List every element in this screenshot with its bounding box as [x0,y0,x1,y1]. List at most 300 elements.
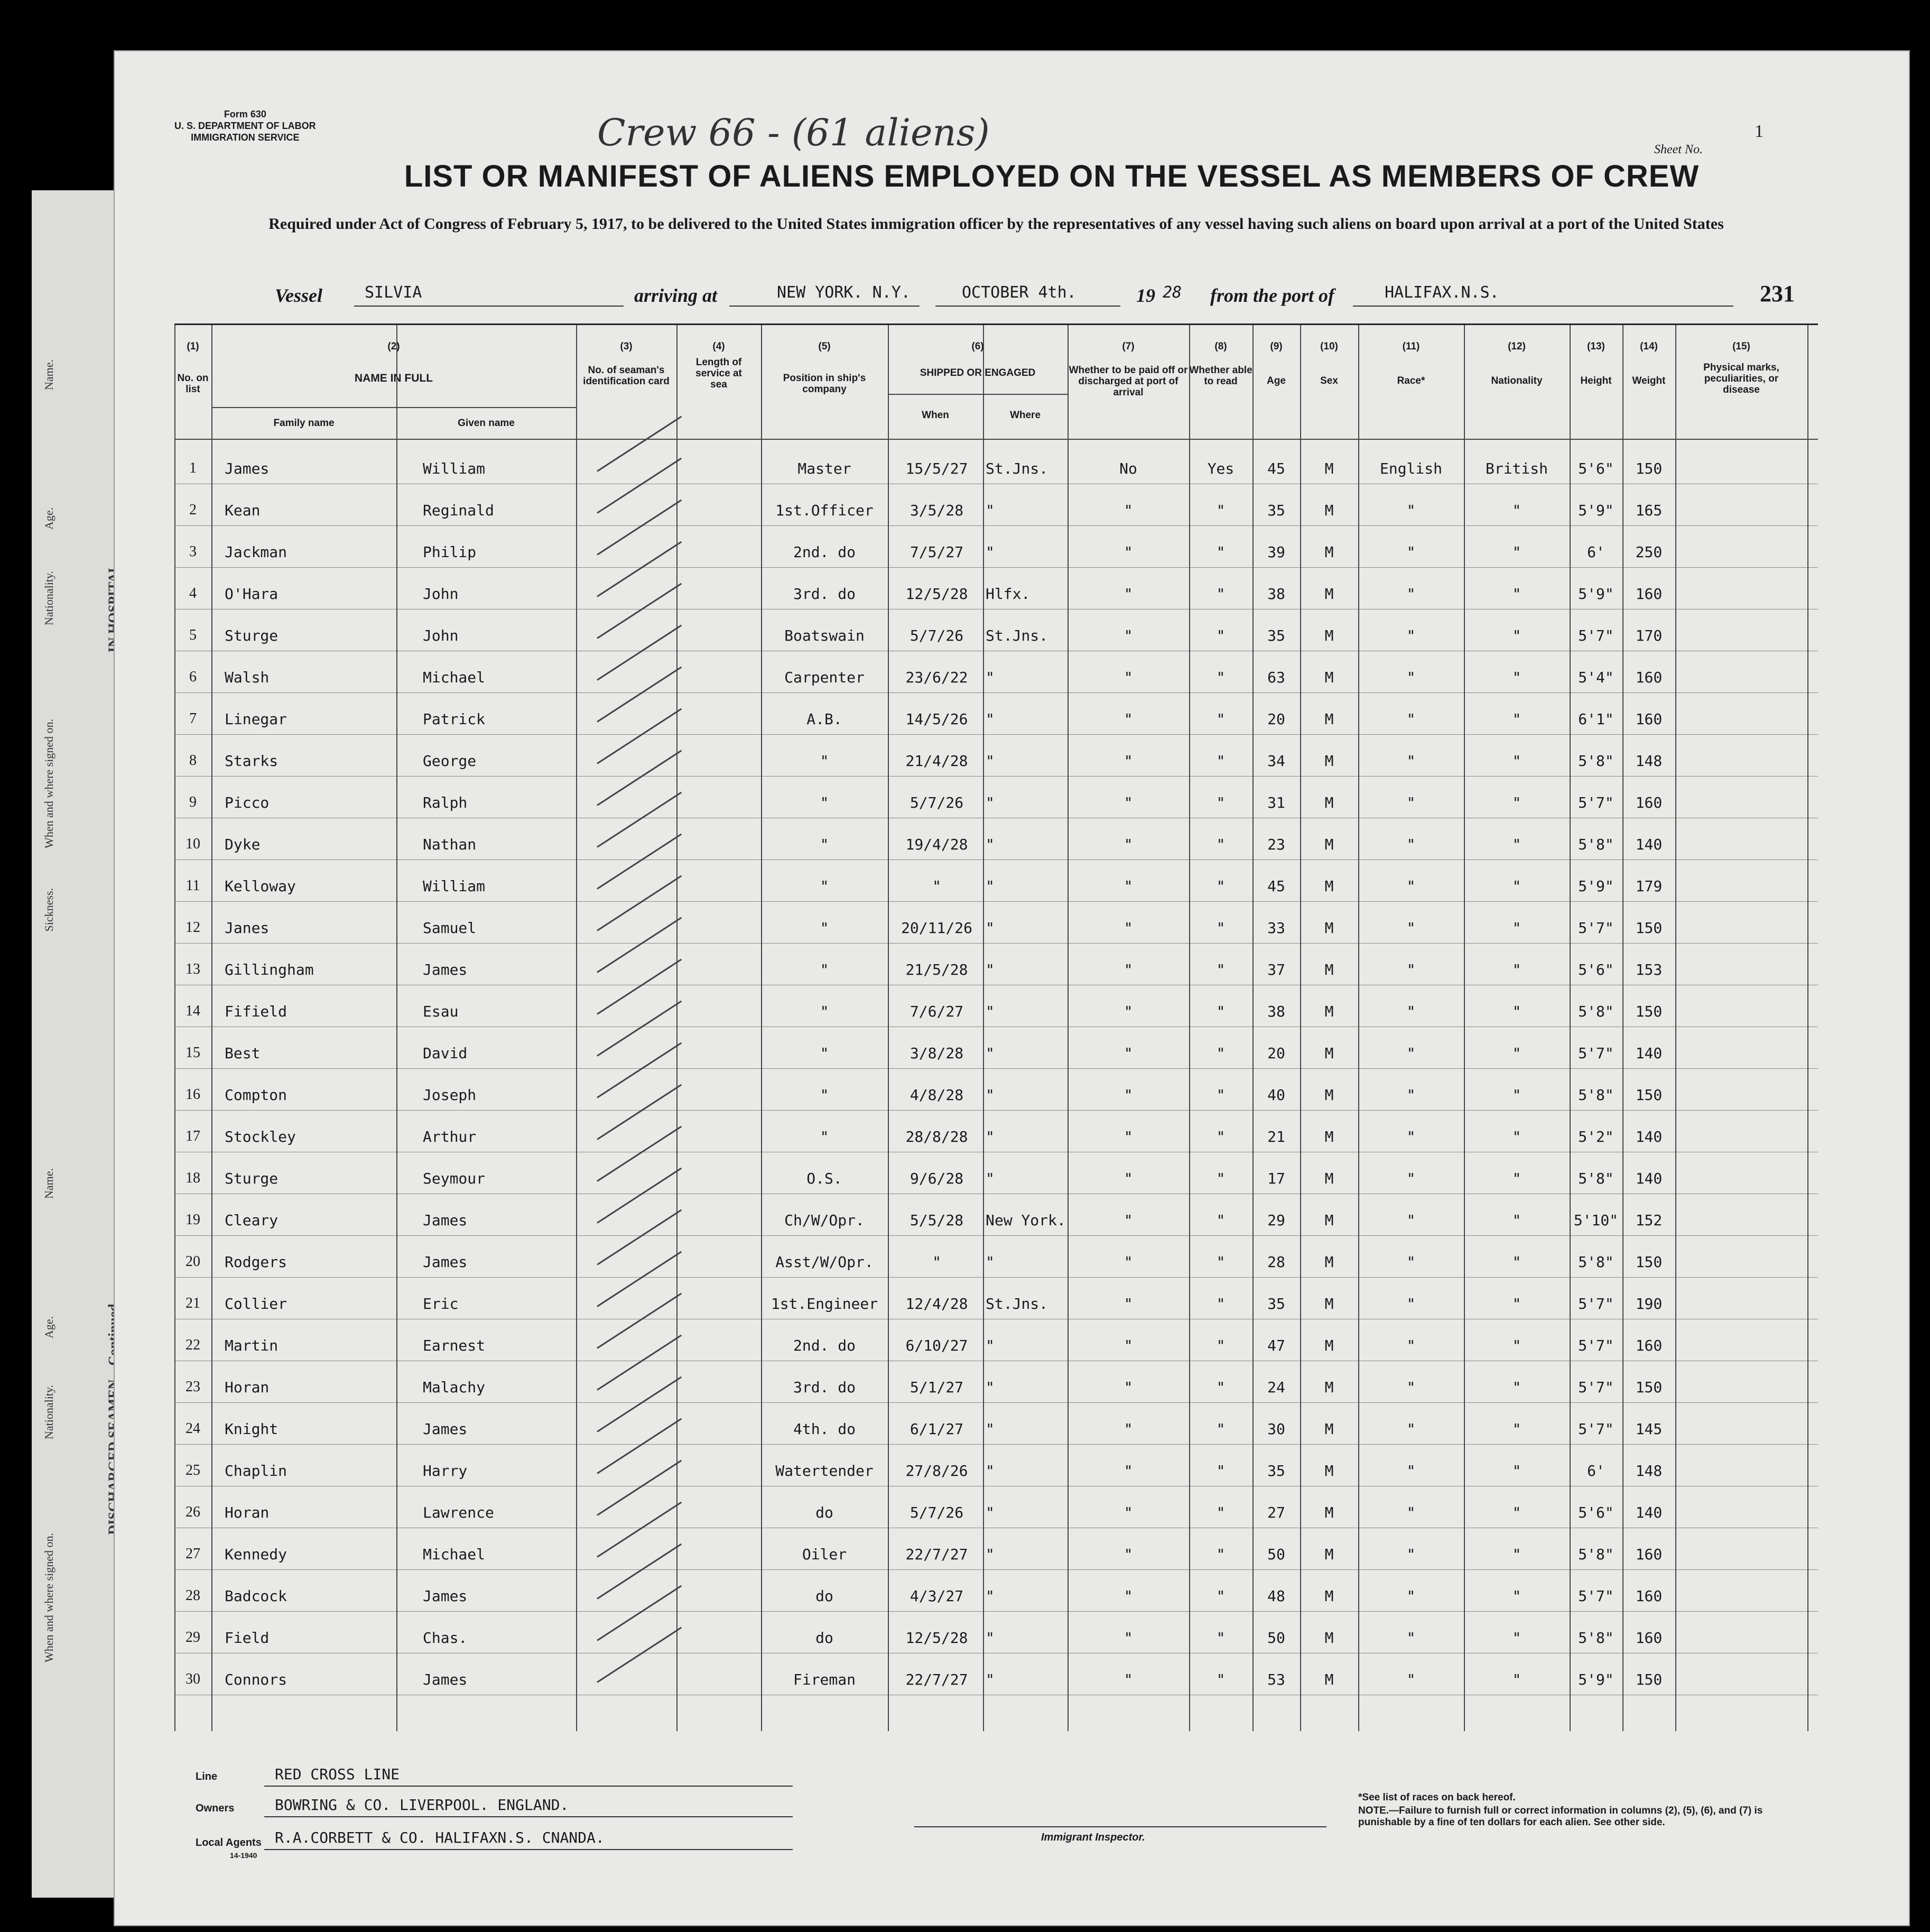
cell-race: " [1406,1170,1416,1187]
cell-no: 21 [185,1295,200,1311]
cell-where: St.Jns. [986,460,1048,477]
cell-race: " [1406,1044,1416,1062]
check-mark-icon [597,667,682,723]
cell-where: " [986,836,995,853]
cell-family: Kean [225,502,261,519]
col-11-number: (11) [1402,341,1420,352]
cell-read: " [1216,836,1226,853]
cell-family: Horan [225,1379,270,1396]
check-mark-icon [597,750,682,806]
cell-where: " [986,877,995,895]
column-divider [576,325,577,1731]
cell-height: 5'7" [1578,1295,1614,1312]
department: U. S. DEPARTMENT OF LABOR [174,121,316,131]
col-2-header: NAME IN FULL [354,372,433,384]
cell-where: " [986,1337,995,1354]
col-2b-header: Given name [458,418,515,429]
cell-age: 29 [1267,1212,1285,1229]
col-8-number: (8) [1214,341,1227,352]
cell-family: O'Hara [225,585,279,603]
cell-race: " [1406,1671,1416,1688]
cell-family: Picco [225,794,270,811]
cell-given: Eric [423,1295,459,1312]
cell-position: Oiler [802,1546,847,1563]
slip-age-label-2: Age. [42,1316,55,1339]
cell-race: " [1406,710,1416,728]
cell-no: 25 [185,1462,200,1478]
check-mark-icon [597,1209,682,1265]
cell-where: " [986,1044,995,1062]
cell-height: 5'7" [1578,1337,1614,1354]
cell-race: " [1406,1379,1416,1396]
cell-race: " [1406,1546,1416,1563]
cell-sex: M [1324,1671,1334,1688]
cell-sex: M [1324,1128,1334,1145]
col-2-number: (2) [387,341,400,352]
cell-given: Seymour [423,1170,486,1187]
cell-sex: M [1324,1212,1334,1229]
check-mark-icon [597,1502,682,1558]
cell-height: 5'8" [1578,836,1614,853]
cell-no: 23 [185,1379,200,1395]
cell-given: George [423,752,477,770]
cell-read: " [1216,1546,1226,1563]
check-mark-icon [597,959,682,1015]
cell-height: 5'8" [1578,1629,1614,1647]
cell-when: 5/7/26 [910,794,964,811]
cell-paid: " [1124,1253,1133,1271]
owners-value: BOWRING & CO. LIVERPOOL. ENGLAND. [275,1796,569,1814]
row-rule [174,1444,1818,1445]
check-mark-icon [597,500,682,556]
cell-family: Kennedy [225,1546,287,1563]
cell-paid: " [1124,1044,1133,1062]
cell-age: 40 [1267,1086,1285,1104]
cell-when: 6/10/27 [905,1337,968,1354]
cell-given: Arthur [423,1128,477,1145]
cell-given: Ralph [423,794,468,811]
form-number: Form 630 [224,109,266,119]
cell-when: 12/4/28 [905,1295,968,1312]
cell-paid: " [1124,669,1133,686]
cell-age: 28 [1267,1253,1285,1271]
cell-when: 21/5/28 [905,961,968,978]
cell-height: 5'9" [1578,502,1614,519]
service: IMMIGRATION SERVICE [191,132,300,143]
cell-position: 1st.Officer [775,502,874,519]
cell-race: " [1406,1420,1416,1438]
cell-height: 5'7" [1578,1379,1614,1396]
crew-table [174,323,1818,1731]
column-divider [1068,325,1069,1731]
cell-sex: M [1324,961,1334,978]
cell-height: 5'8" [1578,752,1614,770]
cell-family: Linegar [225,710,287,728]
cell-read: " [1216,1462,1226,1480]
cell-read: " [1216,669,1226,686]
cell-given: James [423,1587,468,1605]
cell-race: " [1406,794,1416,811]
check-mark-icon [597,875,682,931]
cell-where: " [986,1504,995,1521]
form-header [174,108,316,143]
cell-weight: 150 [1635,1379,1663,1396]
cell-family: Gillingham [225,961,314,978]
cell-sex: M [1324,1337,1334,1354]
cell-height: 6' [1587,543,1605,561]
cell-nat: " [1512,877,1521,895]
col-5-number: (5) [818,341,831,352]
cell-where: " [986,1086,995,1104]
cell-read: " [1216,1128,1226,1145]
cell-age: 35 [1267,1295,1285,1312]
cell-race: " [1406,1629,1416,1647]
row-rule [174,859,1818,860]
cell-family: Fifield [225,1003,287,1020]
cell-when: 3/5/28 [910,502,964,519]
cell-no: 16 [185,1086,200,1103]
cell-when: 4/3/27 [910,1587,964,1605]
cell-where: " [986,1587,995,1605]
cell-age: 20 [1267,710,1285,728]
check-mark-icon [597,1543,682,1600]
page-number: 231 [1760,281,1795,307]
cell-paid: No [1119,460,1137,477]
cell-where: " [986,919,995,937]
cell-nat: " [1512,1504,1521,1521]
cell-sex: M [1324,1504,1334,1521]
cell-height: 5'2" [1578,1128,1614,1145]
arrival-date: OCTOBER 4th. [962,283,1077,302]
col-9-number: (9) [1270,341,1283,352]
cell-nat: " [1512,1253,1521,1271]
cell-family: Chaplin [225,1462,287,1480]
slip-sickness-label: Sickness. [42,888,55,932]
sheet-number: 1 [1755,122,1764,141]
cell-position: 1st.Engineer [771,1295,878,1312]
sheet-label: Sheet No. [1654,143,1703,156]
cell-when: 5/5/28 [910,1212,964,1229]
header-subdivider [888,394,1068,395]
cell-position: A.B. [806,710,842,728]
col-15-header: Physical marks, peculiarities, or disease [1703,362,1779,395]
cell-where: " [986,502,995,519]
cell-height: 5'6" [1578,961,1614,978]
cell-position: Boatswain [784,627,865,644]
cell-sex: M [1324,836,1334,853]
cell-read: " [1216,1170,1226,1187]
cell-no: 4 [189,585,197,602]
cell-given: Joseph [423,1086,477,1104]
slip-age-label: Age. [42,507,55,530]
cell-where: " [986,1170,995,1187]
cell-height: 5'7" [1578,919,1614,937]
cell-family: Rodgers [225,1253,287,1271]
cell-nat: " [1512,669,1521,686]
cell-where: St.Jns. [986,1295,1048,1312]
cell-weight: 160 [1635,669,1663,686]
cell-position: do [815,1587,833,1605]
column-divider [1622,325,1623,1731]
cell-race: English [1379,460,1442,477]
cell-read: " [1216,1295,1226,1312]
slip-when-where-label: When and where signed on. [42,719,55,848]
from-port-label: from the port of [1210,285,1335,306]
cell-paid: " [1124,1629,1133,1647]
cell-paid: " [1124,502,1133,519]
column-divider [761,325,762,1731]
cell-age: 39 [1267,543,1285,561]
col-1-header: No. on list [177,373,209,395]
cell-position: " [820,961,829,978]
slip-name-label-2: Name. [42,1168,55,1199]
cell-nat: " [1512,794,1521,811]
cell-position: " [820,1003,829,1020]
col-6b-header: Where [1009,410,1041,421]
check-mark-icon [597,541,682,597]
cell-given: Michael [423,669,486,686]
row-rule [174,567,1818,568]
cell-sex: M [1324,794,1334,811]
cell-when: 22/7/27 [905,1671,968,1688]
cell-race: " [1406,502,1416,519]
cell-position: 4th. do [793,1420,856,1438]
col-8-header: Whether able to read [1189,365,1252,387]
col-6a-header: When [922,410,949,421]
check-mark-icon [597,1585,682,1641]
cell-family: Connors [225,1671,287,1688]
cell-where: " [986,1462,995,1480]
row-rule [174,1068,1818,1069]
cell-where: " [986,710,995,728]
col-12-number: (12) [1508,341,1526,352]
owners-label: Owners [196,1802,235,1814]
cell-sex: M [1324,543,1334,561]
arriving-port: NEW YORK. N.Y. [777,283,911,302]
cell-no: 9 [189,794,197,810]
cell-given: John [423,627,459,644]
cell-race: " [1406,919,1416,937]
cell-nat: " [1512,1086,1521,1104]
cell-position: 3rd. do [793,585,856,603]
cell-read: " [1216,502,1226,519]
cell-nat: " [1512,1212,1521,1229]
cell-paid: " [1124,1128,1133,1145]
cell-age: 45 [1267,877,1285,895]
cell-read: Yes [1207,460,1235,477]
cell-nat: " [1512,1337,1521,1354]
cell-no: 2 [189,502,197,518]
cell-read: " [1216,627,1226,644]
cell-family: Cleary [225,1212,279,1229]
cell-where: " [986,1629,995,1647]
cell-read: " [1216,710,1226,728]
cell-no: 13 [185,961,200,977]
cell-nat: " [1512,752,1521,770]
cell-height: 5'7" [1578,794,1614,811]
cell-given: Samuel [423,919,477,937]
vessel-name: SILVIA [365,283,422,302]
col-6-header: SHIPPED OR ENGAGED [920,367,1036,378]
cell-when: " [932,877,941,895]
cell-paid: " [1124,1337,1133,1354]
cell-sex: M [1324,627,1334,644]
cell-race: " [1406,836,1416,853]
cell-height: 5'10" [1573,1212,1619,1229]
cell-family: Dyke [225,836,261,853]
cell-given: Philip [423,543,477,561]
cell-position: " [820,919,829,937]
cell-age: 48 [1267,1587,1285,1605]
cell-no: 18 [185,1170,200,1186]
row-rule [174,734,1818,735]
cell-no: 11 [185,877,200,894]
col-5-header: Position in ship's company [783,373,866,395]
cell-given: James [423,1420,468,1438]
cell-sex: M [1324,1546,1334,1563]
cell-sex: M [1324,919,1334,937]
cell-no: 28 [185,1587,200,1604]
column-divider [1675,325,1676,1731]
row-rule [174,692,1818,693]
cell-no: 15 [185,1044,200,1061]
cell-weight: 165 [1635,502,1663,519]
col-12-header: Nationality [1491,375,1543,386]
cell-no: 30 [185,1671,200,1687]
cell-position: do [815,1504,833,1521]
cell-sex: M [1324,1587,1334,1605]
column-divider [396,325,397,1731]
cell-weight: 160 [1635,1337,1663,1354]
cell-where: " [986,543,995,561]
col-6-number: (6) [971,341,984,352]
cell-weight: 148 [1635,1462,1663,1480]
col-4-header: Length of service at sea [695,357,742,390]
header-subdivider [211,407,576,408]
check-mark-icon [597,416,682,472]
cell-sex: M [1324,1086,1334,1104]
cell-height: 5'8" [1578,1086,1614,1104]
cell-when: 22/7/27 [905,1546,968,1563]
cell-where: St.Jns. [986,627,1048,644]
cell-when: " [932,1253,941,1271]
cell-family: Knight [225,1420,279,1438]
cell-paid: " [1124,836,1133,853]
col-11-header: Race* [1397,375,1425,386]
cell-paid: " [1124,877,1133,895]
cell-age: 35 [1267,1462,1285,1480]
column-divider [1300,325,1301,1731]
check-mark-icon [597,625,682,681]
col-14-header: Weight [1632,375,1666,386]
cell-paid: " [1124,1003,1133,1020]
cell-nat: " [1512,1170,1521,1187]
cell-family: Martin [225,1337,279,1354]
cell-given: Reginald [423,502,494,519]
cell-given: Chas. [423,1629,468,1647]
cell-given: Earnest [423,1337,486,1354]
cell-where: " [986,1671,995,1688]
cell-nat: " [1512,585,1521,603]
cell-when: 4/8/28 [910,1086,964,1104]
cell-nat: " [1512,1128,1521,1145]
cell-nat: " [1512,502,1521,519]
check-mark-icon [597,1001,682,1057]
cell-given: James [423,1671,468,1688]
cell-nat: " [1512,543,1521,561]
cell-age: 38 [1267,1003,1285,1020]
row-rule [174,1235,1818,1236]
col-7-header: Whether to be paid off or discharged at port of arrival [1069,365,1188,398]
from-port: HALIFAX.N.S. [1385,283,1499,302]
cell-sex: M [1324,1003,1334,1020]
cell-given: Michael [423,1546,486,1563]
column-divider [983,325,984,1731]
cell-no: 10 [185,836,200,852]
cell-nat: " [1512,1295,1521,1312]
arriving-label: arriving at [634,285,718,306]
cell-paid: " [1124,919,1133,937]
check-mark-icon [597,792,682,848]
cell-paid: " [1124,1546,1133,1563]
cell-height: 5'8" [1578,1546,1614,1563]
cell-paid: " [1124,1462,1133,1480]
check-mark-icon [597,708,682,764]
cell-height: 6'1" [1578,710,1614,728]
cell-paid: " [1124,1295,1133,1312]
column-divider [1358,325,1359,1731]
cell-read: " [1216,1420,1226,1438]
cell-height: 5'9" [1578,877,1614,895]
cell-age: 17 [1267,1170,1285,1187]
cell-family: Walsh [225,669,270,686]
cell-sex: M [1324,1462,1334,1480]
col-4-number: (4) [712,341,725,352]
page-subtitle: Required under Act of Congress of February 5, 1917, to be delivered to the United States immigration officer by the representatives of any vessel having such aliens on board upon arrival at a port of the United States [268,215,1724,233]
cell-position: do [815,1629,833,1647]
cell-no: 26 [185,1504,200,1520]
cell-race: " [1406,1337,1416,1354]
cell-sex: M [1324,1379,1334,1396]
check-mark-icon [597,1042,682,1098]
cell-height: 5'7" [1578,1587,1614,1605]
col-13-header: Height [1580,375,1612,386]
cell-read: " [1216,877,1226,895]
cell-when: 6/1/27 [910,1420,964,1438]
cell-weight: 150 [1635,919,1663,937]
year-prefix: 19 [1136,285,1155,306]
col-3-number: (3) [620,341,633,352]
page-title: LIST OR MANIFEST OF ALIENS EMPLOYED ON THE VESSEL AS MEMBERS OF CREW [404,159,1700,193]
cell-nat: " [1512,961,1521,978]
cell-age: 30 [1267,1420,1285,1438]
cell-sex: M [1324,1629,1334,1647]
cell-weight: 150 [1635,1003,1663,1020]
col-3-header: No. of seaman's identification card [583,365,670,387]
cell-family: Janes [225,919,270,937]
cell-age: 21 [1267,1128,1285,1145]
cell-paid: " [1124,752,1133,770]
cell-height: 5'7" [1578,627,1614,644]
line-value: RED CROSS LINE [275,1765,400,1783]
cell-height: 5'8" [1578,1253,1614,1271]
cell-when: 12/5/28 [905,585,968,603]
check-mark-icon [597,1084,682,1140]
cell-when: 5/7/26 [910,627,964,644]
header-bottom-rule [174,439,1818,440]
cell-family: Compton [225,1086,287,1104]
cell-where: Hlfx. [986,585,1031,603]
